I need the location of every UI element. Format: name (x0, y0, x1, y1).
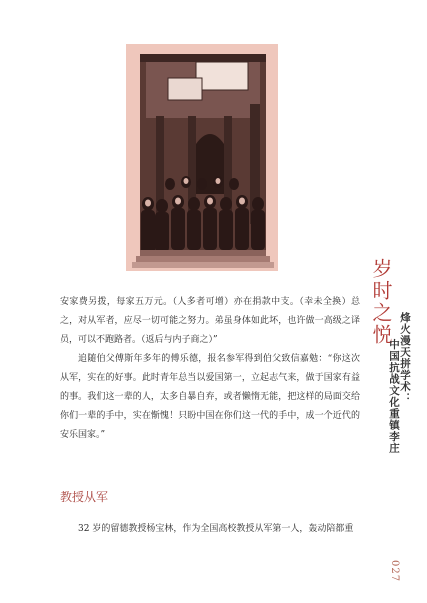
photo-illustration (126, 44, 278, 271)
paragraph-2: 追随伯父傅斯年多年的傅乐德，报名参军得到伯父致信嘉勉：“你这次从军，实在的好事。此时青年总当以爱国第一，立起志气来，做于国家有益的事。我们这一辈的人，太多自暴自弃，或者懒惰无能，把这样的局面交给你们一辈的手中，实在惭愧！只盼中国在你们这一代的手中，成一个近代的安乐国家。” (60, 354, 360, 440)
subtitle-line-1: 烽火漫天拼学术： (399, 312, 411, 404)
section-heading: 教授从军 (60, 490, 109, 504)
section-title: 岁时之悦 (369, 258, 393, 346)
paragraph-1: 安家费另拨，每家五万元。（人多者可增）亦在捐款中支。（幸未全换）总之，对从军者，应尽一切可能之努力。弟虽身体如此坏，也许做一高级之译员，可以不跑路者。（返后与内子商之）” (60, 297, 360, 345)
page-number: 027 (389, 560, 400, 583)
subtitle-line-2: 中国抗战文化重镇李庄 (388, 339, 400, 454)
section-first-line: 32 岁的留德教授杨宝林，作为全国高校教授从军第一人，轰动陪都重 (78, 524, 354, 534)
historical-group-photo (126, 44, 278, 271)
body-text (60, 293, 360, 445)
